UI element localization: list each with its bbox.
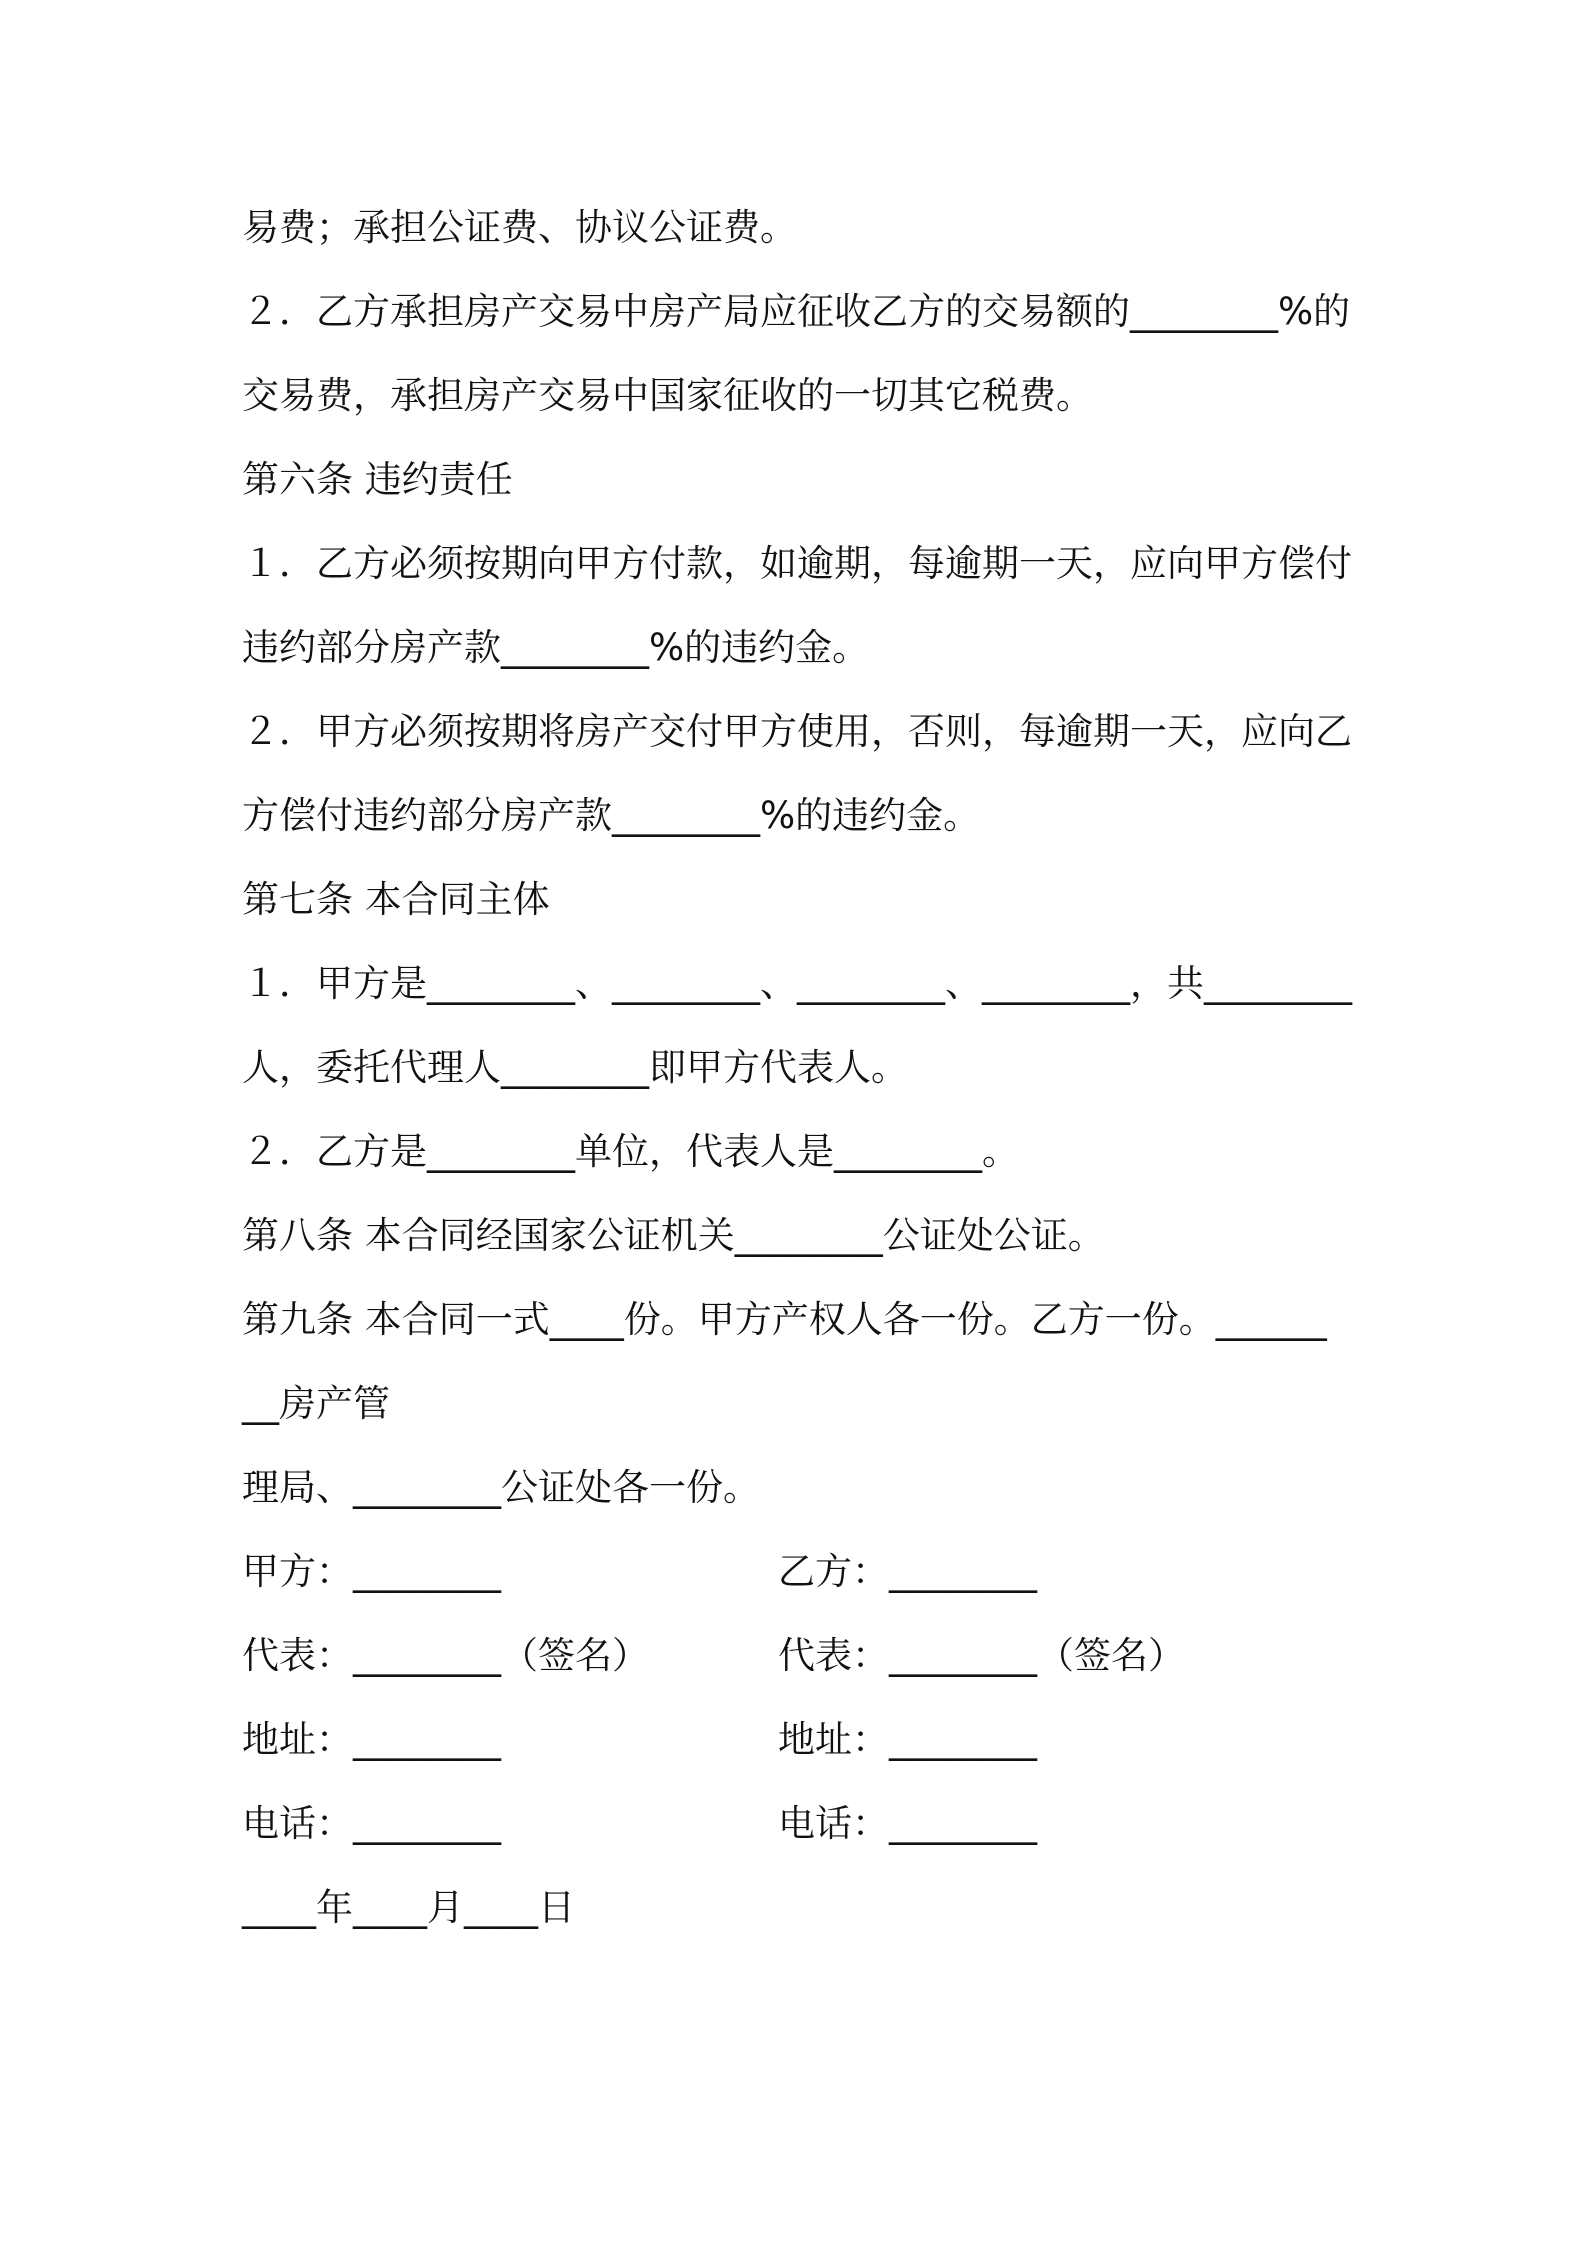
text-line-12: ２．乙方是________单位，代表人是________。 [242, 1130, 1019, 1173]
section-heading-6: 第六条 违约责任 [242, 458, 513, 501]
text-line-10: １．甲方是________、________、________、________，共________ [242, 962, 1352, 1005]
party-a-phone-field: 电话：________ [242, 1802, 501, 1845]
party-b-representative-field: 代表：________（签名） [778, 1634, 1185, 1677]
text-line-8: 方偿付违约部分房产款________%的违约金。 [242, 794, 981, 837]
text-line-3: 交易费，承担房产交易中国家征收的一切其它税费。 [242, 374, 1093, 417]
text-line-6: 违约部分房产款________%的违约金。 [242, 626, 870, 669]
text-line-5: １．乙方必须按期向甲方付款，如逾期，每逾期一天，应向甲方偿付 [242, 542, 1352, 585]
section-heading-9: 第九条 本合同一式____份。甲方产权人各一份。乙方一份。______ [242, 1298, 1327, 1341]
text-line-2: ２．乙方承担房产交易中房产局应征收乙方的交易额的________%的 [242, 290, 1351, 333]
text-line-7: ２．甲方必须按期将房产交付甲方使用，否则，每逾期一天，应向乙 [242, 710, 1352, 753]
text-line-16: 理局、________公证处各一份。 [242, 1466, 760, 1509]
section-heading-8: 第八条 本合同经国家公证机关________公证处公证。 [242, 1214, 1105, 1257]
party-b-address-field: 地址：________ [778, 1718, 1037, 1761]
party-a-name-field: 甲方：________ [242, 1550, 501, 1593]
text-line-11: 人，委托代理人________即甲方代表人。 [242, 1046, 908, 1089]
party-b-phone-field: 电话：________ [778, 1802, 1037, 1845]
text-line-1: 易费；承担公证费、协议公证费。 [242, 206, 797, 249]
party-b-name-field: 乙方：________ [778, 1550, 1037, 1593]
text-line-15: __房产管 [242, 1382, 390, 1425]
section-heading-7: 第七条 本合同主体 [242, 878, 550, 921]
party-a-address-field: 地址：________ [242, 1718, 501, 1761]
party-a-representative-field: 代表：________（签名） [242, 1634, 649, 1677]
date-line: ____年____月____日 [242, 1886, 575, 1929]
